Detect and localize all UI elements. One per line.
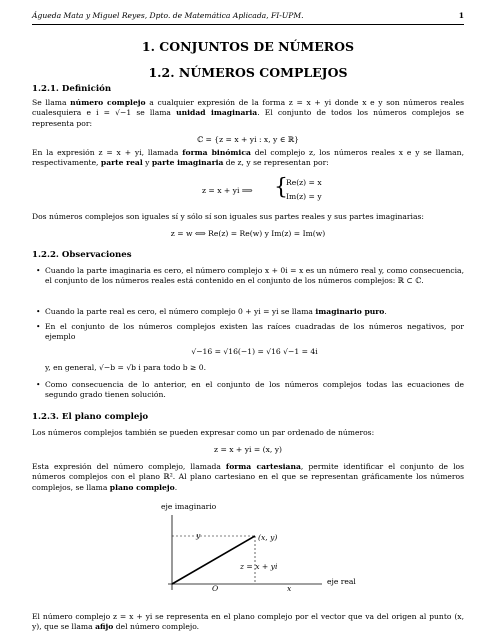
y-axis-label: eje imaginario xyxy=(161,502,217,511)
afijo-paragraph xyxy=(32,612,464,633)
x-tick-label: x xyxy=(287,584,292,593)
term-forma-binomica: forma binómica xyxy=(182,148,251,157)
chapter-title: 1. CONJUNTOS DE NÚMEROS xyxy=(141,39,355,54)
set-formula: ℂ = {z = x + yi : x, y ∈ ℝ} xyxy=(197,135,299,144)
definition-heading: 1.2.1. Definición xyxy=(32,84,112,94)
text-run: del complejo z, los números reales x e y se llaman, respectivamente, xyxy=(32,148,464,168)
bullet-text xyxy=(45,307,464,317)
vector-label: z = x + yi xyxy=(240,562,278,571)
section-title: 1.2. NÚMEROS COMPLEJOS xyxy=(148,65,348,80)
binomial-paragraph xyxy=(32,148,464,169)
system-left: z = x + yi ⟹ xyxy=(202,186,253,195)
equality-formula: z = w ⟺ Re(z) = Re(w) y Im(z) = Im(w) xyxy=(170,229,326,238)
system-im: Im(z) = y xyxy=(286,192,322,201)
text-run: del número complejo. xyxy=(113,622,200,632)
text-run: Se llama xyxy=(32,98,71,107)
brace: { xyxy=(274,175,288,200)
text-run: . xyxy=(174,482,178,492)
observations-heading: 1.2.2. Observaciones xyxy=(32,250,132,260)
complex-plane-figure xyxy=(152,500,362,598)
bullet-dot: • xyxy=(36,380,41,389)
term-unidad-imaginaria: unidad imaginaria xyxy=(176,108,258,118)
bullet-text: En el conjunto de los números complejos existen las raíces cuadradas de los números negativos, por ejemplo xyxy=(45,322,464,342)
plane-heading: 1.2.3. El plano complejo xyxy=(32,412,149,422)
text-run: . El conjunto de todos los números complejos se representa por: xyxy=(32,108,464,128)
cartesian-paragraph xyxy=(32,462,464,493)
term-imaginario-puro: imaginario puro xyxy=(315,307,385,316)
term-plano-complejo: plano complejo xyxy=(109,482,175,492)
text-run: Cuando la parte real es cero, el número complejo 0 + yi = yi se llama xyxy=(45,307,316,316)
text-run: de z, y se representan por: xyxy=(223,158,329,168)
system-re: Re(z) = x xyxy=(286,178,322,187)
text-run: , permite identificar el conjunto de los números complejos con el plano ℝ². Al plano cartesiano en el que se representan gráficamente los números complejos, se llama xyxy=(32,462,464,492)
y-tick-label: y xyxy=(196,531,201,540)
text-run: El número complejo z = x + yi se representa en el plano complejo por el vector que va del origen al punto (x, y), que se llama xyxy=(32,612,464,632)
term-forma-cartesiana: forma cartesiana xyxy=(225,462,301,471)
bullet-dot: • xyxy=(36,307,41,316)
term-afijo: afijo xyxy=(95,622,114,632)
bullet-text: Como consecuencia de lo anterior, en el conjunto de los números complejos todas las ecuaciones de segundo grado tienen solución. xyxy=(45,380,464,400)
sqrt-formula: √−16 = √16(−1) = √16 √−1 = 4i xyxy=(191,347,318,356)
text-run: En la expresión z = x + yi, llamada xyxy=(32,148,183,157)
text-run: y xyxy=(142,158,152,168)
header-rule xyxy=(32,24,464,25)
pair-formula: z = x + yi = (x, y) xyxy=(214,445,282,454)
term-numero-complejo: número complejo xyxy=(70,98,146,107)
sqrt-general: y, en general, √−b = √b i para todo b ≥ 0. xyxy=(45,363,206,372)
bullet-text: Cuando la parte imaginaria es cero, el número complejo x + 0i = x es un número real y, como consecuencia, el conjunto de los números reales está contenido en el conjunto de los números complejos: ℝ ⊂ ℂ. xyxy=(45,266,464,286)
bullet-dot: • xyxy=(36,266,41,275)
running-head-text: Águeda Mata y Miguel Reyes, Dpto. de Matemática Aplicada, FI-UPM. xyxy=(32,11,304,20)
definition-paragraph xyxy=(32,98,464,129)
x-axis-label: eje real xyxy=(327,577,356,586)
equality-paragraph: Dos números complejos son iguales sí y sólo sí son iguales sus partes reales y sus partes imaginarias: xyxy=(32,212,424,221)
text-run: a cualquier expresión de la forma z = x + yi donde x e y son números reales cualesquiera e i = √−1 se llama xyxy=(32,98,464,118)
text-run: Esta expresión del número complejo, llamada xyxy=(32,462,226,471)
z-vector xyxy=(172,536,255,584)
point-label: (x, y) xyxy=(258,533,278,542)
pair-paragraph: Los números complejos también se pueden expresar como un par ordenado de números: xyxy=(32,428,375,437)
running-header xyxy=(32,11,464,21)
page-number: 1 xyxy=(458,11,464,20)
term-parte-real: parte real xyxy=(100,158,143,168)
bullet-dot: • xyxy=(36,322,41,331)
text-run: . xyxy=(384,307,387,316)
origin-label: O xyxy=(212,584,219,593)
term-parte-imaginaria: parte imaginaria xyxy=(151,158,224,168)
re-im-system xyxy=(202,175,402,209)
